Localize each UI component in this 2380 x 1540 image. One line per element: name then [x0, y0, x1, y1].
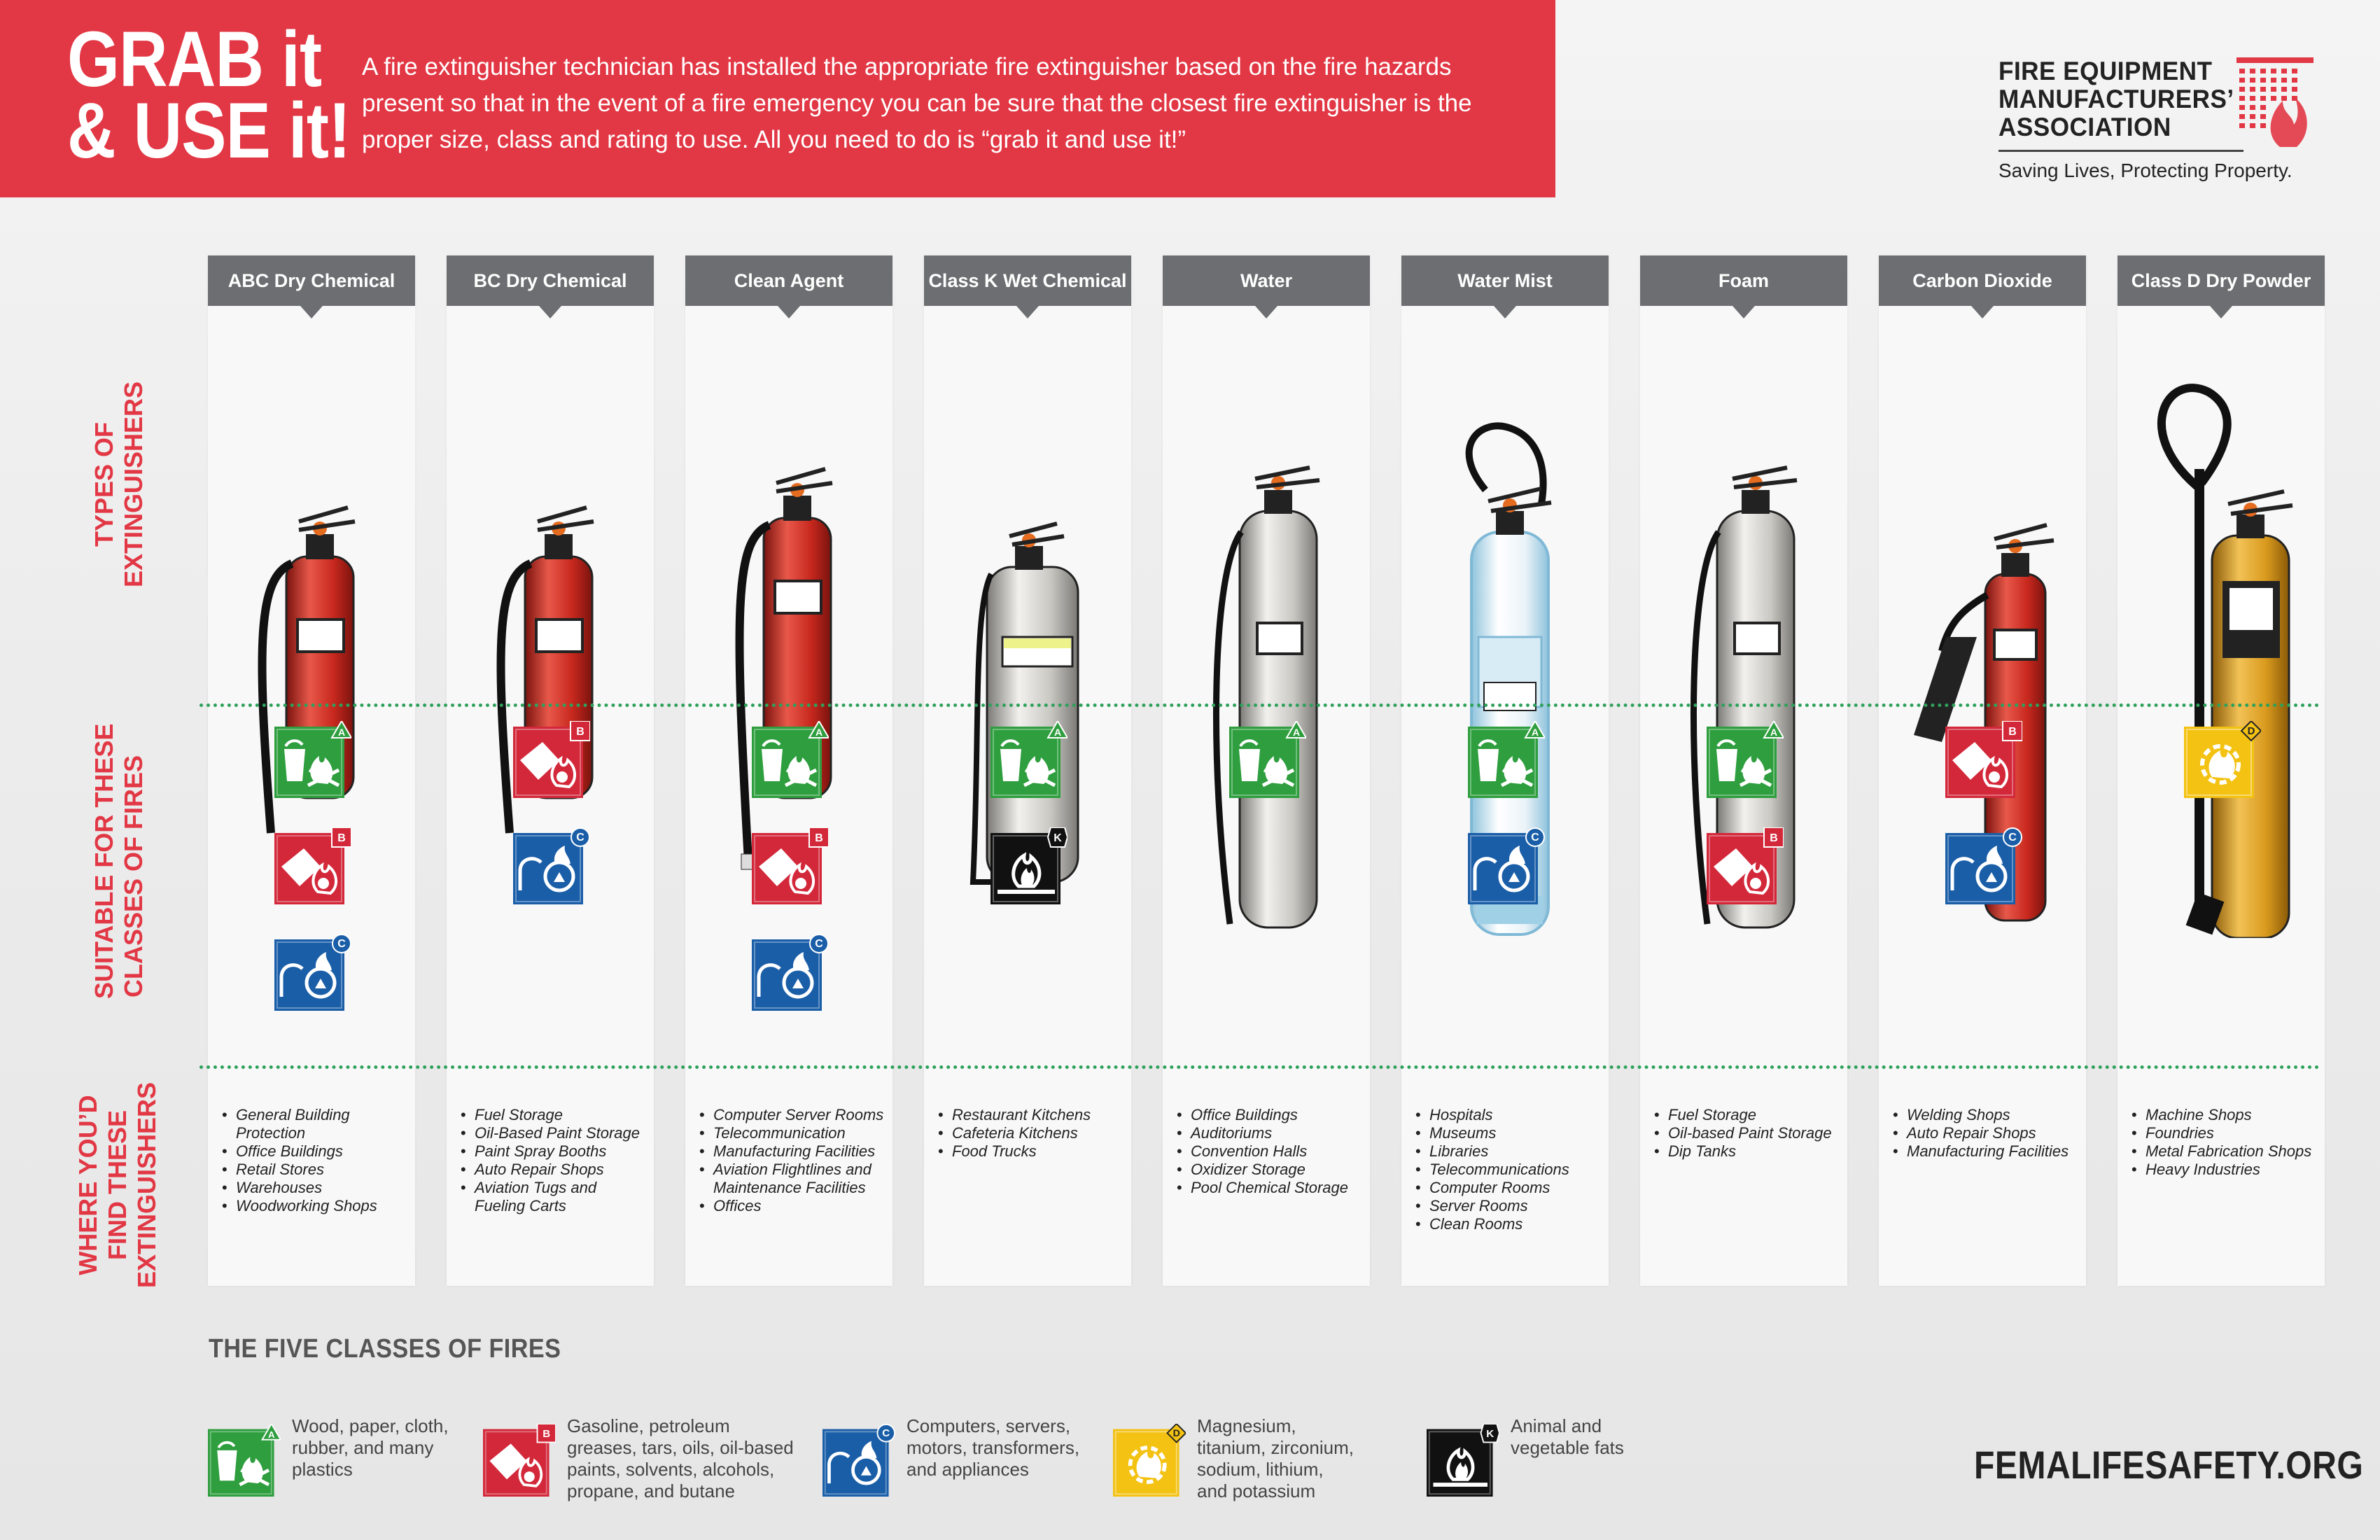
fire-class-icons	[1401, 721, 1609, 1050]
location-list	[2132, 1106, 2320, 1179]
column-header: Foam	[1640, 255, 1847, 306]
fire-class-icons	[1879, 721, 2086, 1050]
svg-text:D: D	[2247, 725, 2255, 737]
legend-line: plastics	[292, 1459, 353, 1480]
extinguisher-column	[685, 255, 892, 1286]
location-item: • Office Buildings	[1177, 1106, 1366, 1124]
flame-logo-icon	[2236, 57, 2314, 148]
legend-line: Gasoline, petroleum	[567, 1415, 730, 1436]
location-list	[1654, 1106, 1843, 1161]
location-item: • Oxidizer Storage	[1177, 1161, 1366, 1179]
location-item: • Libraries	[1415, 1142, 1604, 1161]
fema-logo	[1998, 57, 2334, 181]
legend-line: Wood, paper, cloth,	[292, 1415, 449, 1436]
location-item: • Auto Repair Shops	[461, 1161, 650, 1179]
location-item: • Computer Rooms	[1415, 1179, 1604, 1197]
fire-class-c-icon	[1468, 827, 1545, 904]
header-pointer	[778, 306, 800, 318]
fire-class-icons	[2118, 721, 2325, 1050]
fire-class-badge	[513, 827, 590, 904]
fire-class-b-icon	[483, 1424, 556, 1497]
location-item: • Woodworking Shops	[222, 1197, 411, 1215]
fire-class-d-icon	[1113, 1424, 1186, 1497]
headline-line-1: GRAB it	[67, 15, 322, 103]
extinguisher-column	[1640, 255, 1847, 1286]
location-item: • Welding Shops	[1893, 1106, 2082, 1124]
row-label-types-line-2: EXTINGUISHERS	[119, 381, 148, 588]
svg-text:A: A	[1770, 727, 1778, 738]
location-item: • Pool Chemical Storage	[1177, 1179, 1366, 1197]
location-item: • Retail Stores	[222, 1161, 411, 1179]
fire-class-icons	[447, 721, 654, 1050]
location-item: • Aviation Tugs and Fueling Carts	[461, 1179, 650, 1215]
fire-class-d-icon	[2184, 721, 2261, 798]
location-list	[461, 1106, 650, 1215]
legend-description	[567, 1415, 794, 1502]
row-label-where-line-3: EXTINGUISHERS	[132, 1082, 161, 1289]
location-item: • Oil-based Paint Storage	[1654, 1124, 1843, 1142]
fire-class-a-icon	[1468, 721, 1545, 798]
fire-class-b-icon	[1945, 721, 2022, 798]
extinguisher-column	[1163, 255, 1370, 1286]
logo-line-3: ASSOCIATION	[1998, 113, 2171, 141]
legend-line: and potassium	[1197, 1480, 1316, 1502]
header-pointer	[1016, 306, 1039, 318]
fire-class-b-icon	[1707, 827, 1784, 904]
logo-line-2: MANUFACTURERS’	[1998, 85, 2234, 113]
fire-class-a-icon	[990, 721, 1068, 798]
location-item: • Office Buildings	[222, 1142, 411, 1161]
row-label-where	[74, 1073, 162, 1297]
location-item: • Foundries	[2132, 1124, 2320, 1142]
extinguisher-column	[1879, 255, 2086, 1286]
fire-class-badge	[752, 721, 829, 798]
location-item: • Restaurant Kitchens	[938, 1106, 1127, 1124]
location-item: • Telecommunications	[1415, 1161, 1604, 1179]
location-list	[938, 1106, 1127, 1161]
location-item: • Offices	[699, 1197, 888, 1215]
svg-text:A: A	[1531, 727, 1539, 738]
svg-text:C: C	[337, 938, 346, 950]
location-item: • Warehouses	[222, 1179, 411, 1197]
location-list	[222, 1106, 411, 1215]
column-header: Carbon Dioxide	[1879, 255, 2086, 306]
legend-line: Computers, servers,	[906, 1415, 1071, 1436]
fire-class-badge	[2184, 721, 2261, 798]
location-item: • Museums	[1415, 1124, 1604, 1142]
fire-class-badge	[990, 827, 1068, 904]
header-pointer	[1494, 306, 1516, 318]
location-item: • Hospitals	[1415, 1106, 1604, 1124]
location-item: • Dip Tanks	[1654, 1142, 1843, 1161]
location-item: • Metal Fabrication Shops	[2132, 1142, 2320, 1161]
legend-title: THE FIVE CLASSES OF FIRES	[209, 1334, 561, 1364]
svg-text:K: K	[1054, 832, 1062, 844]
svg-text:C: C	[2008, 832, 2017, 844]
location-item: • Paint Spray Booths	[461, 1142, 650, 1161]
fire-class-k-icon	[1427, 1424, 1499, 1497]
svg-text:C: C	[576, 832, 584, 844]
svg-text:B: B	[815, 832, 823, 844]
fire-class-badge	[1468, 827, 1545, 904]
legend-line: vegetable fats	[1511, 1437, 1624, 1458]
fire-class-k-icon	[990, 827, 1068, 904]
row-label-classes-line-2: CLASSES OF FIRES	[119, 755, 148, 998]
row-label-classes-line-1: SUITABLE FOR THESE	[90, 723, 118, 999]
fire-class-badge	[1707, 827, 1784, 904]
fire-class-badge	[513, 721, 590, 798]
extinguisher-column	[2118, 255, 2325, 1286]
fire-class-b-icon	[752, 827, 829, 904]
legend-fire-class-badge	[1113, 1424, 1186, 1497]
fire-class-icons	[924, 721, 1131, 1050]
svg-text:B: B	[576, 726, 584, 738]
legend-description	[292, 1415, 449, 1480]
svg-text:C: C	[815, 938, 823, 950]
location-item: • Aviation Flightlines and Maintenance Facilities	[699, 1161, 888, 1197]
fire-class-c-icon	[1945, 827, 2022, 904]
svg-text:B: B	[337, 832, 346, 844]
legend-line: Animal and	[1511, 1415, 1602, 1436]
location-list	[1415, 1106, 1604, 1233]
svg-text:B: B	[2008, 726, 2017, 738]
logo-rule	[1998, 150, 2244, 152]
location-item: • Fuel Storage	[1654, 1106, 1843, 1124]
legend-description	[906, 1415, 1079, 1480]
legend-line: paints, solvents, alcohols,	[567, 1459, 775, 1480]
fire-class-icons	[208, 721, 415, 1050]
location-item: • Oil-Based Paint Storage	[461, 1124, 650, 1142]
logo-line-1: FIRE EQUIPMENT	[1998, 57, 2213, 85]
header-pointer	[1971, 306, 1994, 318]
fire-class-c-icon	[274, 934, 351, 1011]
fire-class-badge	[274, 934, 351, 1011]
intro-text: A fire extinguisher technician has installed the appropriate fire extinguisher based on the fire hazards present so that in the event of a fire emergency you can be sure that the closest fire extinguisher is the proper size, class and rating to use. All you need to do is “grab it and use it!”	[362, 53, 1472, 153]
location-item: • General Building Protection	[222, 1106, 411, 1142]
fire-class-icons	[1640, 721, 1847, 1050]
location-item: • Food Trucks	[938, 1142, 1127, 1161]
fire-class-badge	[990, 721, 1068, 798]
logo-tagline: Saving Lives, Protecting Property.	[1998, 160, 2292, 181]
location-item: • Telecommunication	[699, 1124, 888, 1142]
column-header: Water Mist	[1401, 255, 1609, 306]
header-pointer	[300, 306, 323, 318]
fire-class-b-icon	[274, 827, 351, 904]
extinguisher-column	[924, 255, 1131, 1286]
svg-text:A: A	[337, 727, 346, 738]
svg-text:B: B	[1770, 832, 1778, 844]
fire-class-badge	[752, 827, 829, 904]
row-label-types	[90, 379, 148, 589]
column-header: Class K Wet Chemical	[924, 255, 1131, 306]
fire-class-a-icon	[274, 721, 351, 798]
fire-class-a-icon	[1229, 721, 1306, 798]
fire-class-c-icon	[513, 827, 590, 904]
extinguisher-column	[1401, 255, 1609, 1286]
legend-line: Magnesium,	[1197, 1415, 1296, 1436]
location-item: • Cafeteria Kitchens	[938, 1124, 1127, 1142]
location-list	[699, 1106, 888, 1215]
location-item: • Server Rooms	[1415, 1197, 1604, 1215]
divider-line	[200, 704, 2320, 707]
svg-text:D: D	[1172, 1427, 1180, 1439]
divider-line	[200, 1065, 2320, 1069]
legend-line: titanium, zirconium,	[1197, 1437, 1354, 1458]
location-item: • Auto Repair Shops	[1893, 1124, 2082, 1142]
extinguisher-column	[447, 255, 654, 1286]
svg-text:C: C	[1531, 832, 1539, 844]
legend-line: propane, and butane	[567, 1480, 735, 1502]
row-label-types-line-1: TYPES OF	[90, 421, 118, 547]
header-pointer	[1732, 306, 1755, 318]
column-header: BC Dry Chemical	[447, 255, 654, 306]
svg-text:A: A	[815, 727, 823, 738]
fire-class-badge	[274, 721, 351, 798]
fire-class-badge	[1945, 721, 2022, 798]
fire-class-a-icon	[208, 1424, 281, 1497]
legend-fire-class-badge	[822, 1424, 895, 1497]
fire-class-a-icon	[752, 721, 829, 798]
column-header: Clean Agent	[685, 255, 892, 306]
row-label-where-line-2: FIND THESE	[103, 1110, 132, 1261]
svg-text:A: A	[1054, 727, 1062, 738]
svg-text:A: A	[1292, 727, 1301, 738]
location-item: • Fuel Storage	[461, 1106, 650, 1124]
header-pointer	[2210, 306, 2232, 318]
location-item: • Machine Shops	[2132, 1106, 2320, 1124]
website-url[interactable]: FEMALIFESAFETY.ORG	[1974, 1443, 2364, 1487]
legend-description	[1197, 1415, 1354, 1502]
fire-class-c-icon	[822, 1424, 895, 1497]
header-pointer	[539, 306, 561, 318]
fire-class-badge	[1229, 721, 1306, 798]
legend-fire-class-badge	[483, 1424, 556, 1497]
fire-class-icons	[685, 721, 892, 1050]
legend-line: motors, transformers,	[906, 1437, 1080, 1458]
column-header: Water	[1163, 255, 1370, 306]
legend-fire-class-badge	[208, 1424, 281, 1497]
fire-class-icons	[1163, 721, 1370, 1050]
location-item: • Convention Halls	[1177, 1142, 1366, 1161]
extinguisher-column	[208, 255, 415, 1286]
svg-text:A: A	[267, 1429, 275, 1440]
location-list	[1893, 1106, 2082, 1161]
legend-line: rubber, and many	[292, 1437, 434, 1458]
location-list	[1177, 1106, 1366, 1197]
svg-text:C: C	[882, 1427, 890, 1439]
location-item: • Auditoriums	[1177, 1124, 1366, 1142]
fire-class-c-icon	[752, 934, 829, 1011]
header-pointer	[1255, 306, 1278, 318]
legend-description	[1511, 1415, 1624, 1459]
headline	[67, 15, 351, 174]
location-item: • Clean Rooms	[1415, 1215, 1604, 1233]
fire-class-badge	[274, 827, 351, 904]
location-item: • Manufacturing Facilities	[699, 1142, 888, 1161]
fire-class-badge	[1468, 721, 1545, 798]
location-item: • Heavy Industries	[2132, 1161, 2320, 1179]
headline-line-2: & USE it!	[67, 87, 351, 174]
column-header: Class D Dry Powder	[2118, 255, 2325, 306]
fire-class-b-icon	[513, 721, 590, 798]
legend-line: greases, tars, oils, oil-based	[567, 1437, 794, 1458]
svg-text:K: K	[1486, 1427, 1494, 1440]
row-label-classes	[90, 723, 148, 999]
fire-class-badge	[752, 934, 829, 1011]
location-item: • Manufacturing Facilities	[1893, 1142, 2082, 1161]
svg-text:B: B	[542, 1427, 551, 1440]
column-header: ABC Dry Chemical	[208, 255, 415, 306]
legend-fire-class-badge	[1427, 1424, 1499, 1497]
header-banner	[0, 0, 1555, 197]
legend-line: and appliances	[906, 1459, 1029, 1480]
fire-class-badge	[1945, 827, 2022, 904]
row-label-where-line-1: WHERE YOU’D	[74, 1095, 102, 1275]
fire-class-badge	[1707, 721, 1784, 798]
fire-class-a-icon	[1707, 721, 1784, 798]
location-item: • Computer Server Rooms	[699, 1106, 888, 1124]
legend-line: sodium, lithium,	[1197, 1459, 1324, 1480]
